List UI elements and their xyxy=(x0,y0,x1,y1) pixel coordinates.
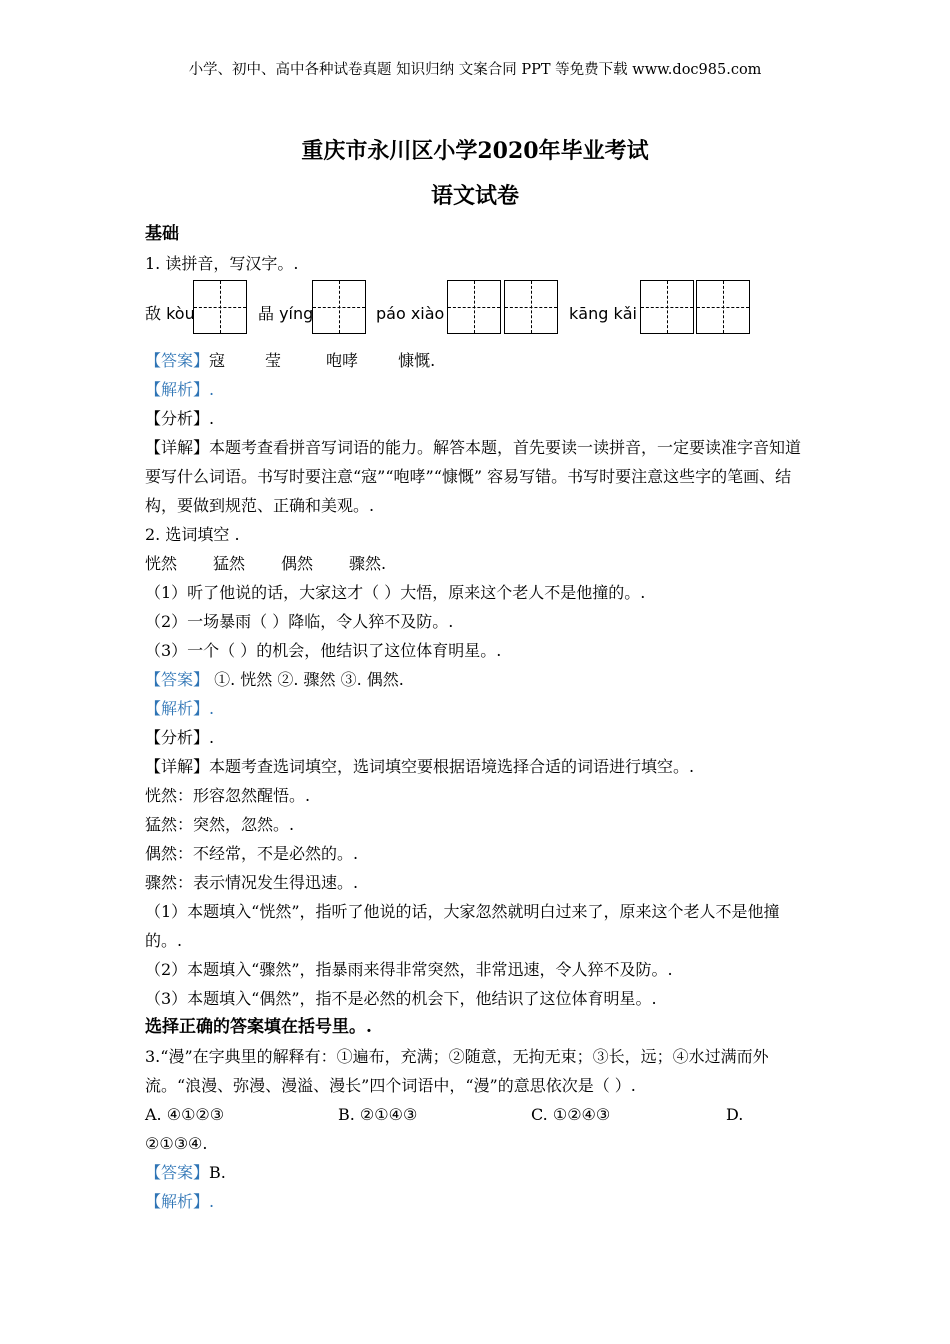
answer-tag: 【答案】 xyxy=(145,1163,210,1182)
explanation-2: （2）本题填入“骤然”，指暴雨来得非常突然，非常迅速，令人猝不及防。. xyxy=(145,960,673,979)
page-header: 小学、初中、高中各种试卷真题 知识归纳 文案合同 PPT 等免费下载 www.doc985.com xyxy=(188,62,762,78)
tianzige-box xyxy=(504,280,558,334)
q3-options xyxy=(145,1100,810,1129)
q2-sentence-2: （2）一场暴雨（ ）降临，令人猝不及防。. xyxy=(145,612,454,631)
q2-stem: 2. 选词填空 . xyxy=(145,525,240,544)
exam-title: 重庆市永川区小学2020年毕业考试 xyxy=(301,138,649,164)
q1-fenxi: 【分析】. xyxy=(145,409,215,428)
q1-pinyin-row xyxy=(145,280,810,340)
q3-answer xyxy=(145,1158,810,1187)
pinyin-kou: 敌 kòu xyxy=(145,304,195,323)
section-basic: 基础 xyxy=(145,224,179,244)
section-choice: 选择正确的答案填在括号里。. xyxy=(145,1017,372,1037)
option-d: D. xyxy=(726,1105,744,1124)
q3-jiexi: 【解析】. xyxy=(145,1192,215,1211)
word-option: 骤然. xyxy=(349,554,387,573)
q2-sentence-3: （3）一个（ ）的机会，他结识了这位体育明星。. xyxy=(145,641,502,660)
exam-subtitle: 语文试卷 xyxy=(430,183,519,209)
tianzige-box xyxy=(193,280,247,334)
q2-xiangjie: 【详解】本题考查选词填空，选词填空要根据语境选择合适的词语进行填空。. xyxy=(145,757,695,776)
q2-fenxi: 【分析】. xyxy=(145,728,215,747)
q1-stem: 1. 读拼音，写汉字。. xyxy=(145,254,299,273)
tianzige-box xyxy=(696,280,750,334)
q3-stem: 3.“漫”在字典里的解释有：①遍布，充满；②随意，无拘无束；③长，远；④水过满而外流。“浪漫、弥漫、漫溢、漫长”四个词语中，“漫”的意思依次是（ ）. xyxy=(145,1047,769,1095)
answer-word: 莹 xyxy=(265,351,282,370)
answer-text: B. xyxy=(209,1163,226,1182)
definition-zhouran: 骤然：表示情况发生得迅速。. xyxy=(145,873,359,892)
pinyin-paoxiao: páo xiào xyxy=(376,304,445,323)
pinyin-ying: 晶 yíng xyxy=(258,304,314,323)
q1-answer xyxy=(145,346,810,375)
answer-word: 慷慨. xyxy=(398,351,436,370)
option-c: C. ①②④③ xyxy=(531,1105,611,1124)
definition-mengran: 猛然：突然，忽然。. xyxy=(145,815,295,834)
explanation-1: （1）本题填入“恍然”，指听了他说的话，大家忽然就明白过来了，原来这个老人不是他撞的。. xyxy=(145,902,780,950)
q1-xiangjie: 【详解】本题考查看拼音写词语的能力。解答本题，首先要读一读拼音，一定要读准字音知道要写什么词语。书写时要注意“寇”“咆哮”“慷慨” 容易写错。书写时要注意这些字的笔画、结构，要做到规范、正确和美观。. xyxy=(145,438,802,515)
answer-word: 寇 xyxy=(209,351,226,370)
q2-jiexi: 【解析】. xyxy=(145,699,215,718)
exam-content xyxy=(145,220,810,1216)
option-b: B. ②①④③ xyxy=(338,1105,418,1124)
q2-word-list xyxy=(145,549,810,578)
answer-tag: 【答案】 xyxy=(145,351,210,370)
q2-sentence-1: （1）听了他说的话，大家这才（ ）大悟，原来这个老人不是他撞的。. xyxy=(145,583,646,602)
word-option: 猛然 xyxy=(213,554,246,573)
answer-word: 咆哮 xyxy=(326,351,359,370)
pinyin-kangkai: kāng kǎi xyxy=(569,304,637,323)
definition-ouran: 偶然：不经常，不是必然的。. xyxy=(145,844,359,863)
tianzige-box xyxy=(447,280,501,334)
option-d-content: ②①③④. xyxy=(145,1134,208,1153)
q2-answer xyxy=(145,665,810,694)
option-a: A. ④①②③ xyxy=(145,1105,225,1124)
q1-jiexi: 【解析】. xyxy=(145,380,215,399)
tianzige-box xyxy=(312,280,366,334)
answer-tag: 【答案】 xyxy=(145,670,210,689)
answer-text: ①. 恍然 ②. 骤然 ③. 偶然. xyxy=(209,670,404,689)
explanation-3: （3）本题填入“偶然”，指不是必然的机会下，他结识了这位体育明星。. xyxy=(145,989,657,1008)
word-option: 恍然 xyxy=(145,554,178,573)
word-option: 偶然 xyxy=(281,554,314,573)
definition-huangran: 恍然：形容忽然醒悟。. xyxy=(145,786,311,805)
tianzige-box xyxy=(640,280,694,334)
